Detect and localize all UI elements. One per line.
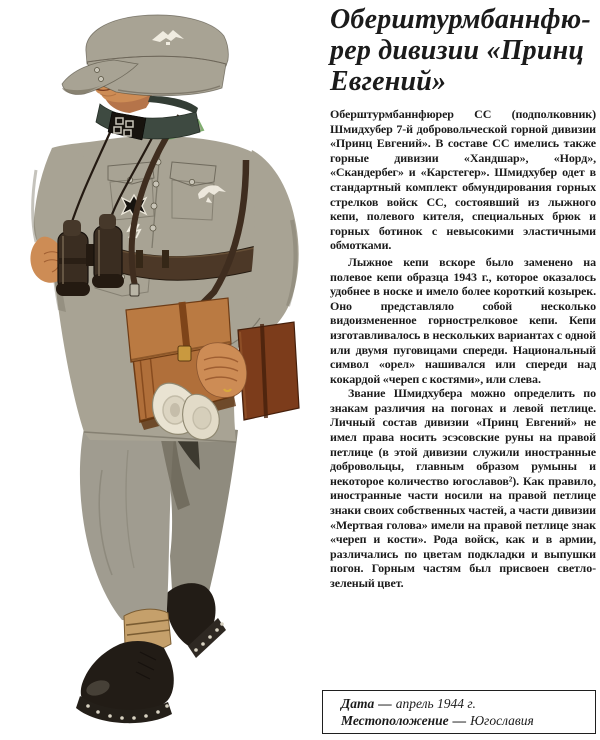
- article-title: [330, 4, 596, 97]
- date-value: апрель 1944 г.: [395, 696, 476, 711]
- article-column: [330, 4, 596, 591]
- belt-keeper: [162, 250, 169, 268]
- caption-box: [322, 690, 596, 734]
- title-line: Оберштурмбаннфю-: [330, 4, 591, 35]
- legs: [76, 412, 238, 723]
- date-row: [341, 695, 589, 712]
- location-separator: —: [452, 713, 467, 728]
- cap-button: [95, 68, 100, 73]
- title-line: рер дивизии «Принц: [330, 35, 585, 66]
- paragraph-lead: Оберштурмбаннфюрер СС (подполковник) Шмидхубер 7-й добровольческой горной дивизии «Принц Евгений». В составе СС имелись также горные дивизии «Хандшар», «Норд», «Скандербег» и «Карстегер». Шмидхубер одет в стандартный комплект обмундирования горных стрелков войск СС, состоявший из лыжного кепи, полевого кителя, специальных брюк и горных ботинок с невысокими эластичными обмотками.: [330, 107, 596, 253]
- location-label: Местоположение: [341, 713, 449, 728]
- date-label: Дата: [341, 696, 375, 711]
- strap-clip: [130, 284, 139, 296]
- dark-leather-case: [238, 322, 299, 420]
- paragraph-body: Звание Шмидхубера можно определить по знакам различия на погонах и левой петлице. Личный состав дивизии «Принц Евгений» не имел права носить эсэсовские руны на правой петлице (в этой дивизии служили иностранные добровольцы, главным образом румыны и некоторое количество югославов²). Как правило, иностранные части носили на правой петлице знаки своих собственных частей, а части дивизии «Мертвая голова» имели на правой петлице знак «череп и кости». Рода войск, как и в армии, различались по цветам подкладки и выпушки погон. Горным частям был присвоен светло-зеленый цвет.: [330, 386, 596, 590]
- cap-button: [99, 77, 104, 82]
- bag-buckle: [178, 346, 191, 361]
- title-line: Евгений»: [330, 66, 447, 97]
- field-cap: [62, 15, 228, 96]
- belt-keeper: [136, 250, 143, 268]
- paragraph-body: Лыжное кепи вскоре было заменено на полевое кепи образца 1943 г., которое оказалось удобнее в носке и имело более короткий козырек. Оно представляло собой несколько видоизмененное горнострелковое кепи. Кепи изготавливалось в нескольких вариантах с одной или двумя пуговицами спереди. Национальный символ «орел» нашивался или спереди над кокардой «череп с костями», или слева.: [330, 254, 596, 386]
- location-row: [341, 712, 589, 729]
- location-value: Югославия: [470, 713, 534, 728]
- date-separator: —: [378, 696, 392, 711]
